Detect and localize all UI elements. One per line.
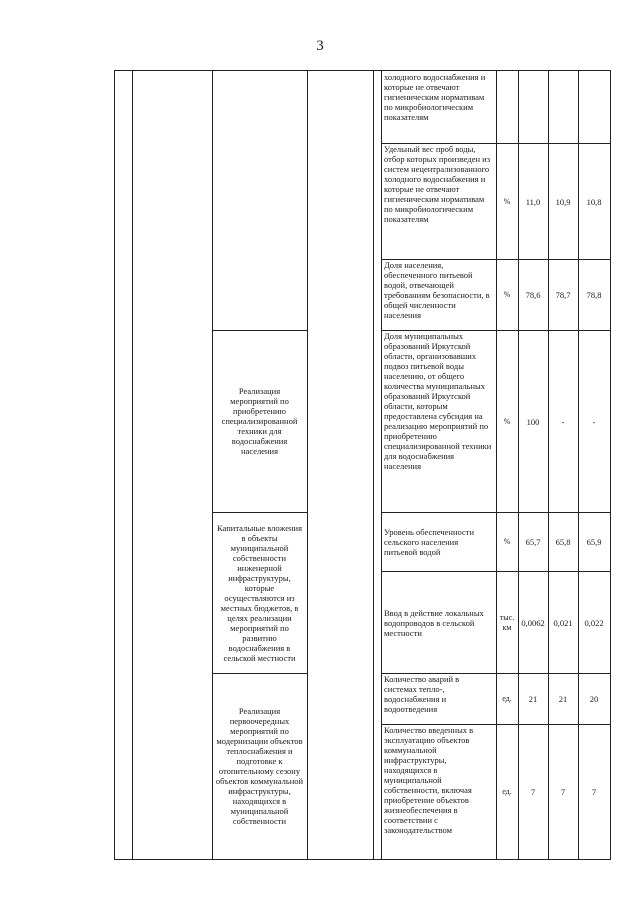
value-cell: 65,9 [586,537,602,547]
value-cell: 7 [530,786,536,797]
value-cell: 21 [558,694,568,704]
value-cell: 10,9 [555,196,571,207]
value-cell: 11,0 [525,196,541,207]
unit-cell: % [503,196,511,206]
column-divider [132,71,133,859]
unit-cell: % [503,416,511,426]
value-cell: 20 [589,694,599,704]
value-cell: 100 [526,416,540,427]
value-cell: 78,7 [555,290,571,300]
indicator-cell: Количество аварий в системах тепло-, водоснабжения и водоотведения [384,674,460,714]
unit-cell: % [503,290,511,299]
value-cell: 0,0062 [521,617,545,628]
measure-cell: Реализация мероприятий по приобретению специализированной техники для водоснабжения населения [221,386,298,456]
indicator-cell: Ввод в действие локальных водопроводов в сельской местности [384,607,484,638]
value-cell: 78,8 [586,290,602,300]
indicator-cell: Доля муниципальных образований Иркутской области, организовавших подвоз питьевой воды населению, от общего количества муниципальных образований Иркутской области, которым предоставлена субсидия на реализацию мероприятий по приобретению специализированной техники для водоснабжения населения [384,331,492,471]
value-cell: 78,6 [525,290,541,300]
value-cell: - [592,416,596,427]
value-cell: 10,8 [586,196,602,207]
value-cell: - [561,416,565,427]
indicator-cell: Удельный вес проб воды, отбор которых произведен из систем нецентрализованного холодного водоснабжения и которые не отвечают гигиеническим нормативам по микробиологическим показателям [384,144,491,224]
indicator-cell: Уровень обеспеченности сельского населения питьевой водой [384,527,475,557]
column-divider [307,71,308,859]
unit-cell: тыс. км [499,612,515,632]
unit-cell: ед. [502,786,512,796]
column-divider [373,71,374,859]
indicators-table [114,70,611,860]
value-cell: 65,8 [555,537,571,547]
value-cell: 21 [528,694,538,704]
value-cell: 7 [591,786,597,797]
indicator-cell: холодного водоснабжения и которые не отвечают гигиеническим нормативам по микробиологическим показателям [384,72,486,122]
page-number: 3 [316,38,324,54]
value-cell: 0,021 [553,617,573,628]
measure-cell: Капитальные вложения в объекты муниципальной собственности инженерной инфраструктуры, которые осуществляются из местных бюджетов, в целях реализации мероприятий по развитию водоснабжения в сельской местности [217,522,302,663]
unit-cell: ед. [502,694,512,703]
indicator-cell: Доля населения, обеспеченного питьевой водой, отвечающей требованиям безопасности, в общей численности населения [384,260,490,320]
indicator-cell: Количество введенных в эксплуатацию объектов коммунальной инфраструктуры, находящихся в муниципальной собственности, включая приобретение объектов жизнеобеспечения в соответствии с законодательством [384,725,474,835]
value-cell: 7 [560,786,566,797]
value-cell: 0,022 [584,617,604,628]
unit-cell: % [503,537,511,546]
value-cell: 65,7 [525,537,541,547]
measure-cell: Реализация первоочередных мероприятий по модернизации объектов теплоснабжения и подготовке к отопительному сезону объектов коммунальной инфраструктуры, находящихся в муниципальной собственности [215,706,304,826]
